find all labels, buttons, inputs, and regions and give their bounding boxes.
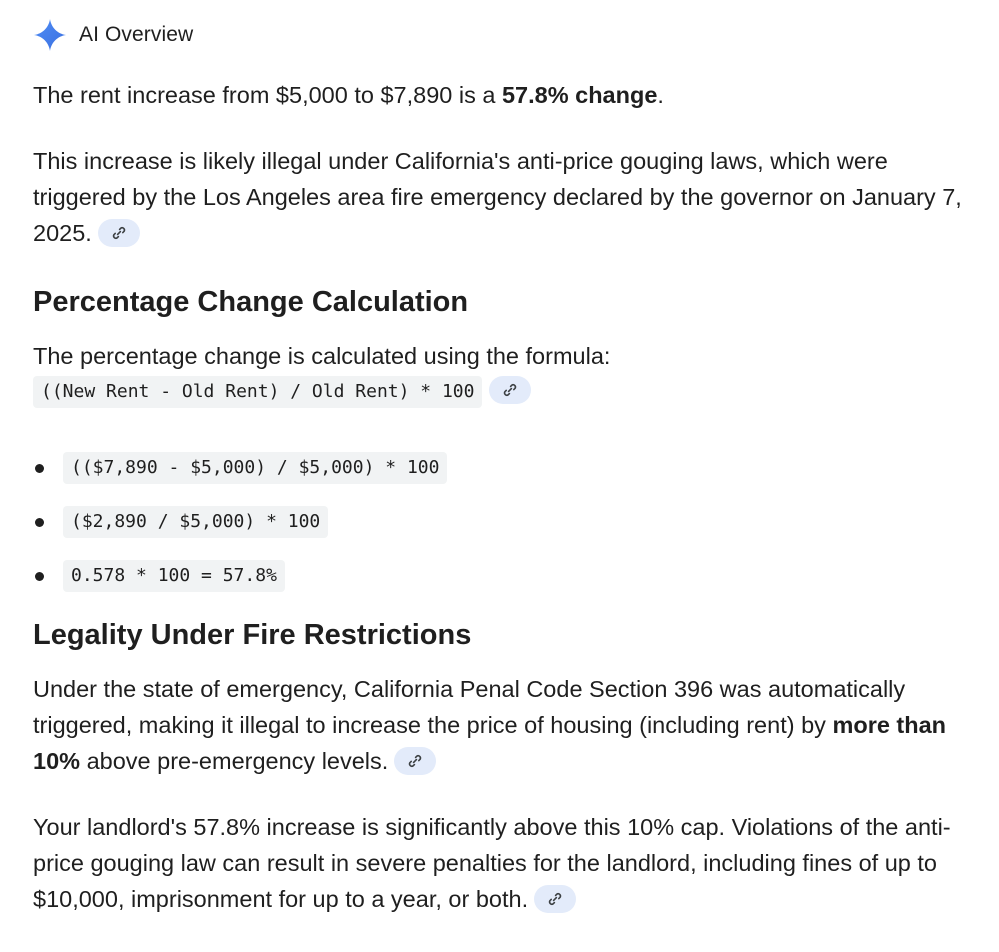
step-code: ($2,890 / $5,000) * 100	[63, 506, 328, 538]
link-icon	[502, 382, 518, 398]
source-link-button[interactable]	[534, 885, 576, 913]
penalty-text: Your landlord's 57.8% increase is significantly above this 10% cap. Violations of the anti-price gouging law can result in severe penalties for the landlord, including fines of up to $10,000, imprisonment for up to a year, or both.	[33, 814, 951, 912]
step-code: 0.578 * 100 = 57.8%	[63, 560, 285, 592]
bullet-icon	[35, 518, 44, 527]
intro-bold: 57.8% change	[501, 82, 658, 108]
formula-code: ((New Rent - Old Rent) / Old Rent) * 100	[33, 376, 482, 408]
source-link-button[interactable]	[98, 219, 140, 247]
legality-after: above pre-emergency levels.	[80, 748, 389, 774]
calculation-steps-list	[33, 441, 447, 603]
section-heading-calculation: Percentage Change Calculation	[33, 286, 469, 318]
intro-paragraph	[33, 77, 983, 113]
list-item	[33, 549, 447, 603]
section-heading-legality: Legality Under Fire Restrictions	[33, 619, 472, 651]
link-icon	[111, 225, 127, 241]
bullet-icon	[35, 572, 44, 581]
illegal-paragraph	[33, 143, 983, 251]
intro-after: .	[657, 82, 664, 108]
list-item	[33, 495, 447, 549]
penalty-paragraph	[33, 809, 983, 917]
link-icon	[407, 753, 423, 769]
illegal-text: This increase is likely illegal under California's anti-price gouging laws, which were triggered by the Los Angeles area fire emergency declared by the governor on January 7, 2025.	[33, 148, 962, 246]
ai-overview-header	[33, 16, 193, 54]
legality-text: Under the state of emergency, California Penal Code Section 396 was automatically triggered, making it illegal to increase the price of housing (including rent) by	[33, 676, 906, 738]
source-link-button[interactable]	[394, 747, 436, 775]
legality-paragraph	[33, 671, 983, 779]
intro-text: The rent increase from $5,000 to $7,890 is a	[33, 82, 502, 108]
ai-overview-title: AI Overview	[79, 23, 194, 46]
legality-bold: more than 10%	[33, 712, 947, 774]
link-icon	[547, 891, 563, 907]
source-link-button[interactable]	[489, 376, 531, 404]
formula-line	[33, 376, 531, 408]
bullet-icon	[35, 464, 44, 473]
list-item	[33, 441, 447, 495]
step-code: (($7,890 - $5,000) / $5,000) * 100	[63, 452, 447, 484]
formula-intro: The percentage change is calculated using the formula:	[33, 343, 611, 369]
sparkle-icon	[33, 18, 67, 52]
